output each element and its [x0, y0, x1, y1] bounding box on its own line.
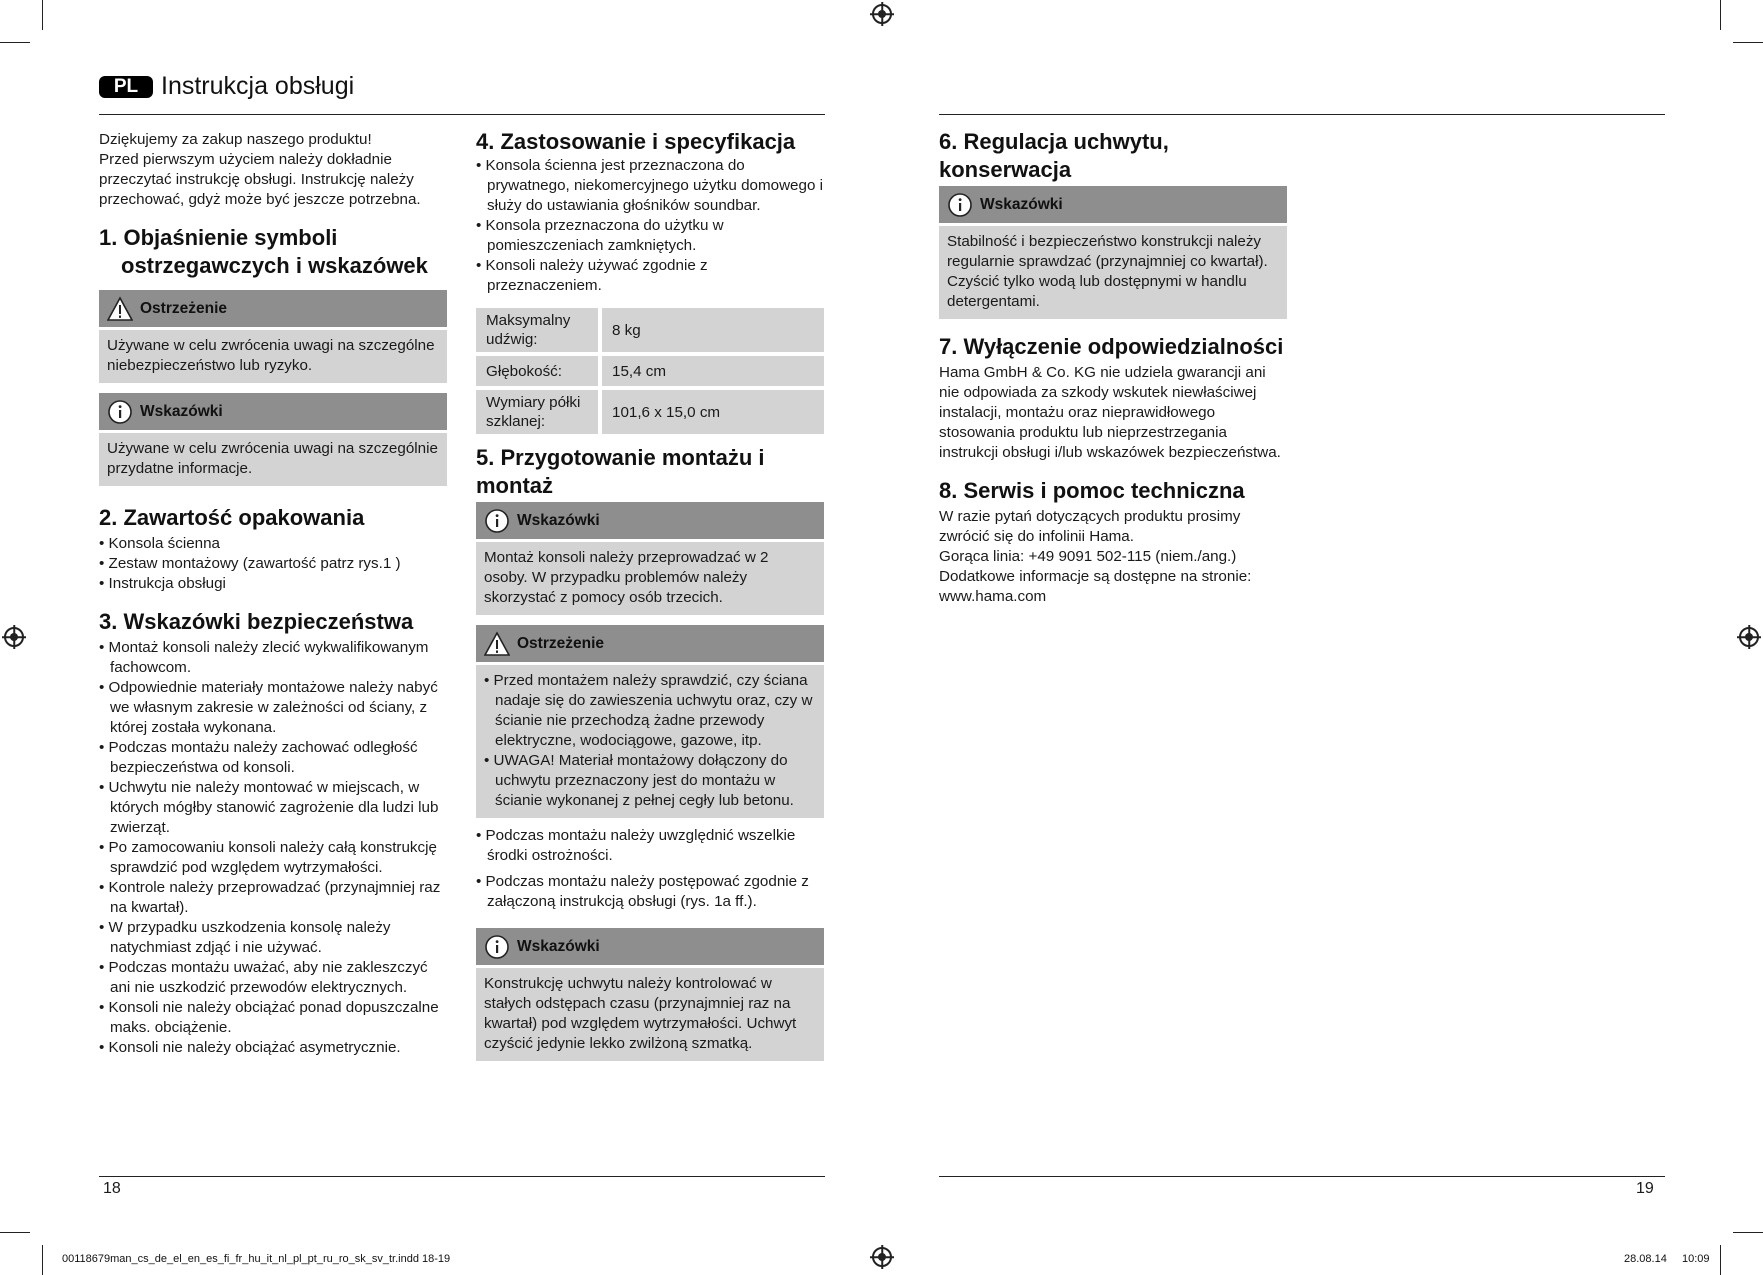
website-link[interactable]: www.hama.com — [939, 588, 1047, 605]
mounting-list — [476, 826, 824, 912]
crop-mark — [1720, 0, 1721, 30]
crop-mark — [0, 1232, 30, 1233]
note-box — [939, 186, 1287, 319]
note-text: Używane w celu zwrócenia uwagi na szczególnie przydatne informacje. — [99, 433, 447, 486]
info-icon — [484, 508, 510, 534]
page-number-left: 18 — [103, 1180, 121, 1197]
list-item: • Po zamocowaniu konsoli należy całą konstrukcję sprawdzić pod względem wytrzymałości. — [99, 838, 447, 878]
section-7-title: 7. Wyłączenie odpowiedzialności — [939, 334, 1284, 359]
list-item: • Kontrole należy przeprowadzać (przynajmniej raz na kwartał). — [99, 878, 447, 918]
note-text: Montaż konsoli należy przeprowadzać w 2 osoby. W przypadku problemów należy skorzystać z pomocy osób trzecich. — [476, 542, 824, 615]
crop-mark — [0, 42, 30, 43]
spec-value: 8 kg — [602, 308, 824, 352]
document-title: Instrukcja obsługi — [161, 72, 355, 100]
list-item: • Konsola przeznaczona do użytku w pomieszczeniach zamkniętych. — [476, 216, 824, 256]
section-7 — [939, 333, 1287, 463]
section-2 — [99, 504, 447, 594]
table-row — [476, 308, 824, 352]
section-2-title: 2. Zawartość opakowania — [99, 505, 365, 530]
intro-text: Przed pierwszym użyciem należy dokładnie przeczytać instrukcję obsługi. Instrukcję należy przechować, gdyż może być jeszcze potrzebna. — [99, 151, 421, 208]
info-icon — [107, 399, 133, 425]
registration-mark-icon — [1739, 627, 1759, 647]
column-2 — [476, 128, 824, 1061]
section-4-title: 4. Zastosowanie i specyfikacja — [476, 129, 796, 154]
spec-label: Wymiary półki szklanej: — [476, 390, 602, 434]
section-3 — [99, 608, 447, 1058]
list-item: • Instrukcja obsługi — [99, 574, 447, 594]
note-text: Stabilność i bezpieczeństwo konstrukcji należy regularnie sprawdzać (przynajmniej co kwartał). Czyścić tylko wodą lub dostępnymi w handlu detergentami. — [939, 226, 1287, 319]
more-info-text: Dodatkowe informacje są dostępne na stronie: — [939, 568, 1252, 585]
list-item: • W przypadku uszkodzenia konsolę należy natychmiast zdjąć i nie używać. — [99, 918, 447, 958]
list-item: • Konsola ścienna jest przeznaczona do prywatnego, niekomercyjnego użytku domowego i służy do ustawiania głośników soundbar. — [476, 156, 824, 216]
registration-mark-icon — [872, 4, 892, 24]
list-item: • Podczas montażu należy postępować zgodnie z załączoną instrukcją obsługi (rys. 1a ff.). — [476, 872, 824, 912]
language-badge: PL — [99, 76, 153, 98]
safety-list — [99, 638, 447, 1058]
footer-rule-left — [99, 1176, 825, 1177]
table-row — [476, 390, 824, 434]
spec-value: 101,6 x 15,0 cm — [602, 390, 824, 434]
warning-triangle-icon — [107, 296, 133, 322]
note-box — [476, 502, 824, 615]
warning-triangle-icon — [484, 631, 510, 657]
note-heading: Wskazówki — [517, 511, 600, 529]
section-5-title: 5. Przygotowanie montażu i montaż — [476, 445, 765, 498]
warning-text — [476, 665, 824, 818]
registration-mark-icon — [4, 627, 24, 647]
section-1 — [99, 224, 447, 486]
list-item: • Odpowiednie materiały montażowe należy nabyć we własnym zakresie w zależności od ściany, z której została wykonana. — [99, 678, 447, 738]
note-box — [99, 393, 447, 486]
package-contents-list — [99, 534, 447, 594]
spec-value: 15,4 cm — [602, 356, 824, 386]
print-date: 28.08.14 — [1624, 1253, 1667, 1265]
crop-mark — [1733, 1232, 1763, 1233]
section-1-title: 1. Objaśnienie symboli ostrzegawczych i wskazówek — [99, 225, 428, 278]
warning-text: Używane w celu zwrócenia uwagi na szczególne niebezpieczeństwo lub ryzyko. — [99, 330, 447, 383]
warning-heading: Ostrzeżenie — [140, 299, 228, 317]
section-5 — [476, 444, 824, 1061]
service-text: W razie pytań dotyczących produktu prosimy zwrócić się do infolinii Hama. — [939, 508, 1241, 545]
column-3 — [939, 128, 1287, 607]
list-item: • Konsoli należy używać zgodnie z przeznaczeniem. — [476, 256, 824, 296]
disclaimer-text: Hama GmbH & Co. KG nie udziela gwarancji ani nie odpowiada za szkody wskutek niewłaściwej instalacji, montażu oraz nieprawidłowego stosowania produktu lub nieprzestrzegania instrukcji obsługi i/lub wskazówek bezpieczeństwa. — [939, 364, 1281, 461]
crop-mark — [42, 1245, 43, 1275]
note-heading: Wskazówki — [980, 195, 1063, 213]
section-4 — [476, 128, 824, 438]
warning-heading: Ostrzeżenie — [517, 634, 605, 652]
list-item: • Podczas montażu należy uwzględnić wszelkie środki ostrożności. — [476, 826, 824, 866]
note-box — [476, 928, 824, 1061]
crop-mark — [1720, 1245, 1721, 1275]
note-heading: Wskazówki — [140, 402, 223, 420]
section-3-title: 3. Wskazówki bezpieczeństwa — [99, 609, 414, 634]
info-icon — [484, 934, 510, 960]
list-item: • Przed montażem należy sprawdzić, czy ściana nadaje się do zawieszenia uchwytu oraz, czy w ścianie nie przechodzą żadne przewody elektryczne, wodociągowe, gazowe, itp. — [484, 671, 816, 751]
list-item: • Podczas montażu uważać, aby nie zakleszczyć ani nie uszkodzić przewodów elektrycznych. — [99, 958, 447, 998]
section-8-title: 8. Serwis i pomoc techniczna — [939, 478, 1245, 503]
registration-mark-icon — [872, 1247, 892, 1267]
table-row — [476, 356, 824, 386]
warning-box — [99, 290, 447, 383]
hotline-text: Gorąca linia: +49 9091 502-115 (niem./ang.) — [939, 548, 1237, 565]
usage-list — [476, 156, 824, 296]
print-time: 10:09 — [1682, 1253, 1710, 1265]
info-icon — [947, 192, 973, 218]
file-name-slug: 00118679man_cs_de_el_en_es_fi_fr_hu_it_nl_pl_pt_ru_ro_sk_sv_tr.indd 18-19 — [62, 1253, 451, 1265]
intro-thanks: Dziękujemy za zakup naszego produktu! — [99, 131, 372, 148]
section-8 — [939, 477, 1287, 607]
list-item: • Konsoli nie należy obciążać ponad dopuszczalne maks. obciążenie. — [99, 998, 447, 1038]
spec-label: Głębokość: — [476, 356, 602, 386]
list-item: • Podczas montażu należy zachować odległość bezpieczeństwa od konsoli. — [99, 738, 447, 778]
note-heading: Wskazówki — [517, 937, 600, 955]
page-number-right: 19 — [1636, 1180, 1654, 1197]
spec-label: Maksymalny udźwig: — [476, 308, 602, 352]
list-item: • Uchwytu nie należy montować w miejscach, w których mógłby stanowić zagrożenie dla ludzi lub zwierząt. — [99, 778, 447, 838]
header-rule-left — [99, 114, 825, 115]
crop-mark — [42, 0, 43, 30]
section-6 — [939, 128, 1287, 319]
footer-rule-right — [939, 1176, 1665, 1177]
header-rule-right — [939, 114, 1665, 115]
spec-table — [476, 304, 824, 438]
column-1 — [99, 130, 447, 1058]
note-text: Konstrukcję uchwytu należy kontrolować w stałych odstępach czasu (przynajmniej raz na kwartał) pod względem wytrzymałości. Uchwyt czyścić jedynie lekko zwilżoną szmatką. — [476, 968, 824, 1061]
warning-box — [476, 625, 824, 818]
crop-mark — [1733, 42, 1763, 43]
list-item: • Konsola ścienna — [99, 534, 447, 554]
list-item: • Montaż konsoli należy zlecić wykwalifikowanym fachowcom. — [99, 638, 447, 678]
list-item: • Konsoli nie należy obciążać asymetrycznie. — [99, 1038, 447, 1058]
section-6-title: 6. Regulacja uchwytu, konserwacja — [939, 129, 1169, 182]
list-item: • Zestaw montażowy (zawartość patrz rys.1 ) — [99, 554, 447, 574]
list-item: • UWAGA! Materiał montażowy dołączony do uchwytu przeznaczony jest do montażu w ścianie wykonanej z pełnej cegły lub betonu. — [484, 751, 816, 811]
